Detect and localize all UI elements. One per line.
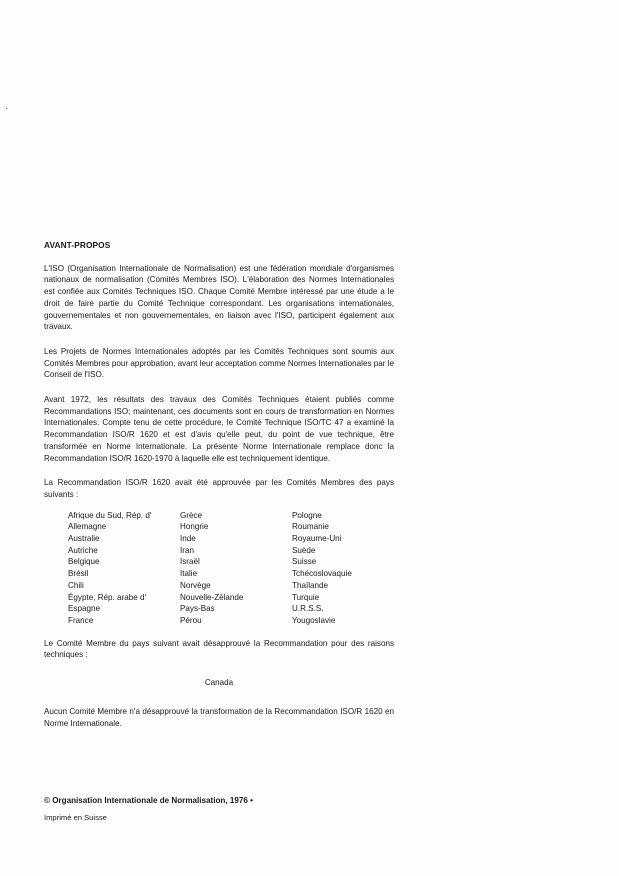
printed-in: Imprimé en Suisse	[44, 813, 107, 822]
scan-speck	[6, 108, 7, 109]
copyright-notice: © Organisation Internationale de Normalisation, 1976 •	[44, 796, 253, 805]
country-item: Inde	[180, 534, 196, 544]
paragraph-draft-standards: Les Projets de Normes Internationales adoptés par les Comités Techniques sont soumis aux Comités Membres pour approbation, avant leur acceptation comme Normes Internationales par le Conseil de l'ISO.	[44, 346, 395, 380]
paragraph-iso-intro: L'ISO (Organisation Internationale de Normalisation) est une fédération mondiale d'organismes nationaux de normalisation (Comités Membres ISO). L'élaboration des Normes Internationales est confiée aux Comités Techniques ISO. Chaque Comité Membre intéressé par une étude a le droit de faire partie du Comité Technique correspondant. Les organisations internationales, gouvernementales et non gouvernementales, en liaison avec l'ISO, participent également aux travaux.	[44, 263, 394, 332]
paragraph-history: Avant 1972, les résultats des travaux des Comités Techniques étaient publiés comme Recommandations ISO; maintenant, ces documents sont en cours de transformation en Normes Internationales. Compte tenu de cette procédure, le Comité Technique ISO/TC 47 a examiné la Recommandation ISO/R 1620 et est d'avis qu'elle peut, du point de vue technique, être transformée en Norme Internationale. La présente Norme Internationale remplace donc la Recommandation ISO/R 1620-1970 à laquelle elle est techniquement identique.	[44, 395, 394, 463]
country-item: Nouvelle-Zélande	[180, 592, 244, 602]
country-item: Pologne	[292, 510, 322, 520]
paragraph-approval: La Recommandation ISO/R 1620 avait été approuvée par les Comités Membres des pays suivants :	[44, 478, 394, 499]
country-item: Brésil	[68, 569, 89, 579]
country-item: Turquie	[292, 592, 320, 602]
country-item: Hongrie	[180, 522, 209, 532]
country-item: Grèce	[180, 510, 203, 520]
country-item: Allemagne	[68, 522, 107, 532]
country-item: Chili	[68, 580, 84, 590]
country-item: Afrique du Sud, Rép. d'	[68, 510, 152, 520]
paragraph-final: Aucun Comité Membre n'a désapprouvé la transformation de la Recommandation ISO/R 1620 en Norme Internationale.	[44, 706, 394, 728]
country-item: Pérou	[180, 615, 202, 625]
country-item: Suisse	[292, 557, 317, 567]
country-list	[68, 510, 394, 627]
country-item: U.R.S.S.	[292, 604, 324, 614]
country-item: Australie	[68, 534, 100, 544]
country-item: Iran	[180, 545, 194, 555]
country-item: Autriche	[68, 545, 98, 555]
foreword-section	[44, 240, 394, 742]
country-item: Tchécoslovaquie	[292, 569, 352, 579]
country-item: Suède	[292, 545, 316, 555]
country-item: Royaume-Uni	[292, 534, 342, 544]
country-item: Belgique	[68, 557, 100, 567]
country-item: Italie	[180, 569, 198, 579]
country-item: Norvège	[180, 580, 211, 590]
country-item: Espagne	[68, 604, 100, 614]
paragraph-disapproval: Le Comité Membre du pays suivant avait désapprouvé la Recommandation pour des raisons techniques :	[44, 638, 394, 660]
country-item: Roumanie	[292, 522, 329, 532]
country-item: Pays-Bas	[180, 604, 215, 614]
country-item: Thaïlande	[292, 580, 328, 590]
country-item: Égypte, Rép. arabe d'	[68, 592, 147, 602]
section-title: AVANT-PROPOS	[44, 240, 111, 250]
country-item: Israël	[180, 557, 200, 567]
country-item: France	[68, 615, 94, 625]
disapproving-country: Canada	[204, 678, 234, 688]
country-item: Yougoslavie	[292, 615, 336, 625]
